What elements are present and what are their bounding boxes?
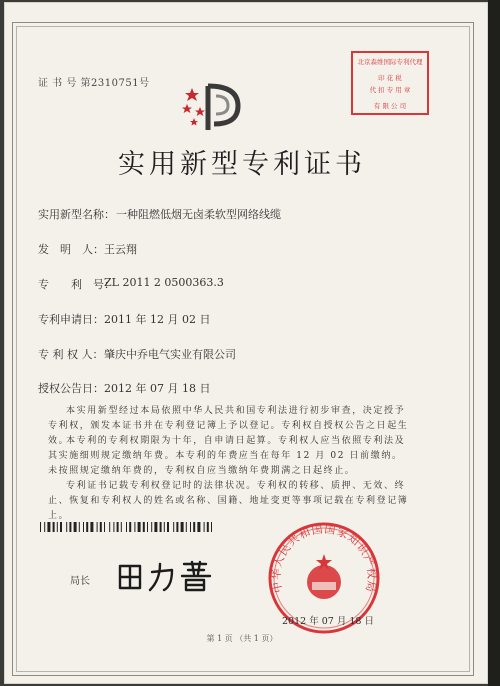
- certificate-title: 实用新型专利证书: [118, 149, 366, 180]
- barcode: [40, 522, 220, 532]
- page-footer: 第 1 页 （共 1 页）: [206, 634, 278, 643]
- body-paragraph-1: 本实用新型经过本局依照中华人民共和国专利法进行初步审查，决定授予专利权，颁发本证书并在专利登记簿上予以登记。专利权自授权公告之日起生效。: [48, 406, 409, 446]
- patent-number-value: ZL 2011 2 0500363.3: [104, 276, 224, 289]
- announcement-date-value: 2012 年 07 月 18 日: [104, 382, 211, 395]
- utility-model-name-label: 实用新型名称：: [38, 208, 115, 221]
- filing-date-label: 专利申请日：: [38, 313, 104, 326]
- stamp-line-2: 印 花 税: [378, 74, 402, 82]
- official-seal: [262, 520, 392, 638]
- patent-holder-value: 肇庆中乔电气实业有限公司: [104, 348, 236, 361]
- director-signature: [114, 558, 224, 594]
- patent-number-label: 专 利 号：: [38, 278, 115, 291]
- inventor-value: 王云翔: [104, 243, 137, 256]
- inventor-label: 发 明 人：: [38, 243, 104, 256]
- page-edge-shadow: [488, 0, 500, 686]
- stamp-line-3: 代 扣 专 用 章: [369, 86, 411, 94]
- stamp-line-4: 有 限 公 司: [373, 102, 407, 110]
- certificate-number: 证 书 号 第2310751号: [38, 78, 150, 89]
- body-paragraph-2: 本专利的专利权期限为十年，自申请日起算。专利权人应当依照专利法及其实施细则规定缴纳年费。本专利的年费应当在每年 12 月 02 日前缴纳。未按照规定缴纳年费的，专利权自应当缴纳年费期满之日起终止。: [48, 436, 406, 476]
- stamp-line-1: 北京森维国际专利代理: [357, 58, 423, 66]
- seal-date: 2012 年 07 月 18 日: [282, 616, 374, 627]
- utility-model-name-value: 一种阻燃低烟无卤柔软型网络线缆: [116, 208, 281, 221]
- announcement-date-label: 授权公告日：: [38, 382, 104, 395]
- tax-stamp: [350, 50, 430, 116]
- director-label: 局长: [70, 576, 90, 587]
- patent-holder-label: 专 利 权 人：: [38, 348, 104, 361]
- body-paragraph-3: 专利证书记载专利权登记时的法律状况。专利权的转移、质押、无效、终止、恢复和专利权人的姓名或名称、国籍、地址变更等事项记载在专利登记簿上。: [48, 481, 409, 521]
- sipo-logo: [178, 78, 250, 136]
- seal-text: 中华人民共和国国家知识产权局: [269, 522, 379, 594]
- filing-date-value: 2011 年 12 月 02 日: [104, 313, 211, 326]
